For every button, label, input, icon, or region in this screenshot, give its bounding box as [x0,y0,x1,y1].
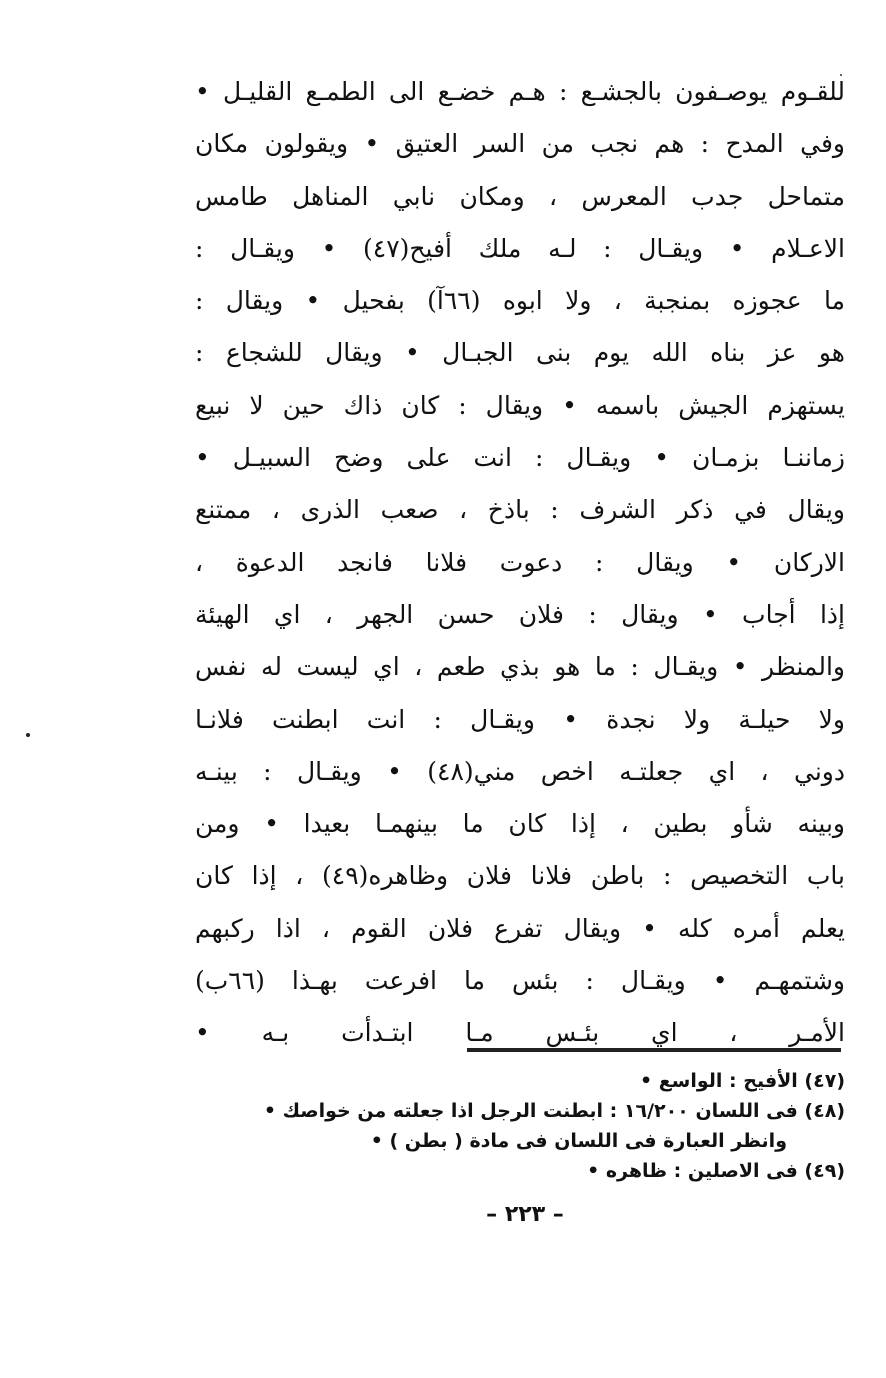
body-line: ويقال في ذكر الشرف : باذخ ، صعب الذرى ، ممتنع [195,495,845,525]
body-line: ما عجوزه بمنجبة ، ولا ابوه (٦٦آ) بفحيل • ويقال : [195,286,845,316]
page-number: – ٢٢٣ – [486,1202,564,1227]
footnote-48-continuation: وانظر العبارة فى اللسان فى مادة ( بطن ) • [370,1130,787,1152]
body-line: دوني ، اي جعلتـه اخص مني(٤٨) • ويقـال : بينـه [195,756,845,786]
body-line: والمنظر • ويقـال : ما هو بذي طعم ، اي ليست له نفس [195,652,845,682]
body-line: يستهزم الجيش باسمه • ويقال : كان ذاك حين لا نبيع [195,390,845,420]
body-line: ولا حيلـة ولا نجدة • ويقـال : انت ابطنت فلانـا [195,704,845,734]
body-line: باب التخصيص : باطن فلانا فلان وظاهره(٤٩) ، إذا كان [195,861,845,891]
body-text [195,66,845,1060]
footnote-48: (٤٨) فى اللسان ١٦/٢٠٠ : ابطنت الرجل اذا جعلته من خواصك • [263,1100,845,1122]
body-line: متماحل جدب المعرس ، ومكان نابي المناهل طامس [195,181,845,211]
body-line: يعلم أمره كله • ويقال تفرع فلان القوم ، اذا ركبهم [195,913,845,943]
body-line: زماننـا بزمـان • ويقـال : انت على وضح السبيـل • [195,443,845,473]
body-line: الاعـلام • ويقـال : لـه ملك أفيح(٤٧) • ويقـال : [195,233,845,263]
body-line: وشتمهـم • ويقـال : بئس ما افرعت بهـذا (٦٦ب) [195,966,845,996]
footnote-separator-rule [467,1048,841,1052]
body-line: وفي المدح : هم نجب من السر العتيق • ويقولون مكان [195,129,845,159]
body-line: الأمـر ، اي بئـس مـا ابتـدأت بـه • [195,1018,845,1048]
scan-edge-speck [840,74,842,76]
body-line: للقـوم يوصـفون بالجشـع : هـم خضـع الى الطمـع القليـل • [195,77,845,106]
body-line: وبينه شأو بطين ، إذا كان ما بينهمـا بعيدا • ومن [195,809,845,839]
body-line: الاركان • ويقال : دعوت فلانا فانجد الدعوة ، [195,547,845,577]
footnotes [180,1066,845,1186]
body-line: هو عز بناه الله يوم بنى الجبـال • ويقال للشجاع : [195,338,845,368]
footnote-49: (٤٩) فى الاصلين : ظاهره • [587,1160,845,1182]
footnote-47: (٤٧) الأفيح : الواسع • [639,1070,845,1092]
scan-speck-mark [26,733,30,737]
body-line: إذا أجاب • ويقال : فلان حسن الجهر ، اي الهيئة [195,599,845,629]
